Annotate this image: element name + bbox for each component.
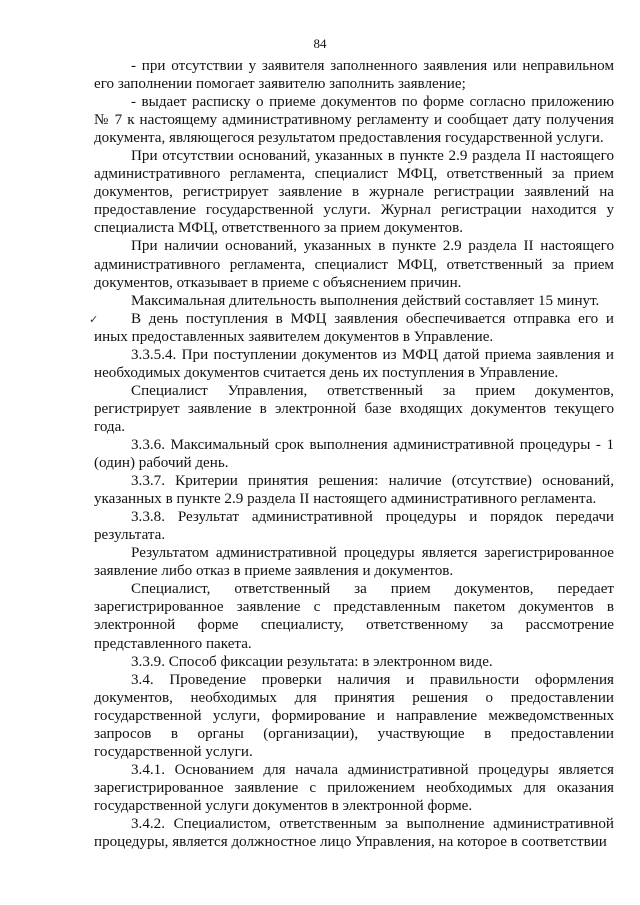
paragraph: 3.3.7. Критерии принятия решения: наличие (отсутствие) оснований, указанных в пункте 2.9 раздела II настоящего административного регламента. xyxy=(94,473,614,508)
paragraph: В день поступления в МФЦ заявления обеспечивается отправка его и иных предоставленных заявителем документов в Управление. xyxy=(94,310,614,345)
paragraph: 3.3.5.4. При поступлении документов из МФЦ датой приема заявления и необходимых документов считается день их поступления в Управление. xyxy=(94,346,614,381)
paragraph: - выдает расписку о приеме документов по форме согласно приложению № 7 к настоящему административному регламенту и сообщает дату получения документа, являющегося результатом предоставления государственной услуги. xyxy=(94,94,614,147)
document-body xyxy=(94,57,614,851)
margin-checkmark-icon: ✓ xyxy=(89,314,99,326)
page-number: 84 xyxy=(313,36,327,51)
paragraph: При отсутствии оснований, указанных в пункте 2.9 раздела II настоящего административного регламента, специалист МФЦ, ответственный за прием документов, регистрирует заявление в журнале регистрации заявлений на предоставление государственной услуги. Журнал регистрации находится у специалиста МФЦ, ответственного за прием документов. xyxy=(94,148,614,237)
paragraph: 3.3.8. Результат административной процедуры и порядок передачи результата. xyxy=(94,509,614,544)
paragraph: Результатом административной процедуры является зарегистрированное заявление либо отказ в приеме заявления и документов. xyxy=(94,545,614,580)
paragraph: 3.3.9. Способ фиксации результата: в электронном виде. xyxy=(131,653,493,670)
paragraph: Специалист, ответственный за прием документов, передает зарегистрированное заявление с представленным пакетом документов в электронной форме специалисту, ответственному за рассмотрение представленного пакета. xyxy=(94,581,614,652)
paragraph: Специалист Управления, ответственный за прием документов, регистрирует заявление в электронной базе входящих документов текущего года. xyxy=(94,382,614,435)
paragraph: Максимальная длительность выполнения действий составляет 15 минут. xyxy=(131,292,600,309)
paragraph: 3.4.1. Основанием для начала административной процедуры является зарегистрированное заявление с приложением необходимых для оказания государственной услуги документов в электронной форме. xyxy=(94,761,614,814)
paragraph: 3.4. Проведение проверки наличия и правильности оформления документов, необходимых для принятия решения о предоставлении государственной услуги, формирование и направление межведомственных запросов в органы (организации), участвующие в предоставлении государственной услуги. xyxy=(94,671,614,760)
paragraph: - при отсутствии у заявителя заполненного заявления или неправильном его заполнении помогает заявителю заполнить заявление; xyxy=(94,58,614,93)
paragraph: При наличии оснований, указанных в пункте 2.9 раздела II настоящего административного регламента, специалист МФЦ, ответственный за прием документов, отказывает в приеме с объяснением причин. xyxy=(94,238,614,291)
paragraph: 3.4.2. Специалистом, ответственным за выполнение административной процедуры, является должностное лицо Управления, на которое в соответствии xyxy=(94,815,614,851)
paragraph: 3.3.6. Максимальный срок выполнения административной процедуры - 1 (один) рабочий день. xyxy=(94,436,614,472)
